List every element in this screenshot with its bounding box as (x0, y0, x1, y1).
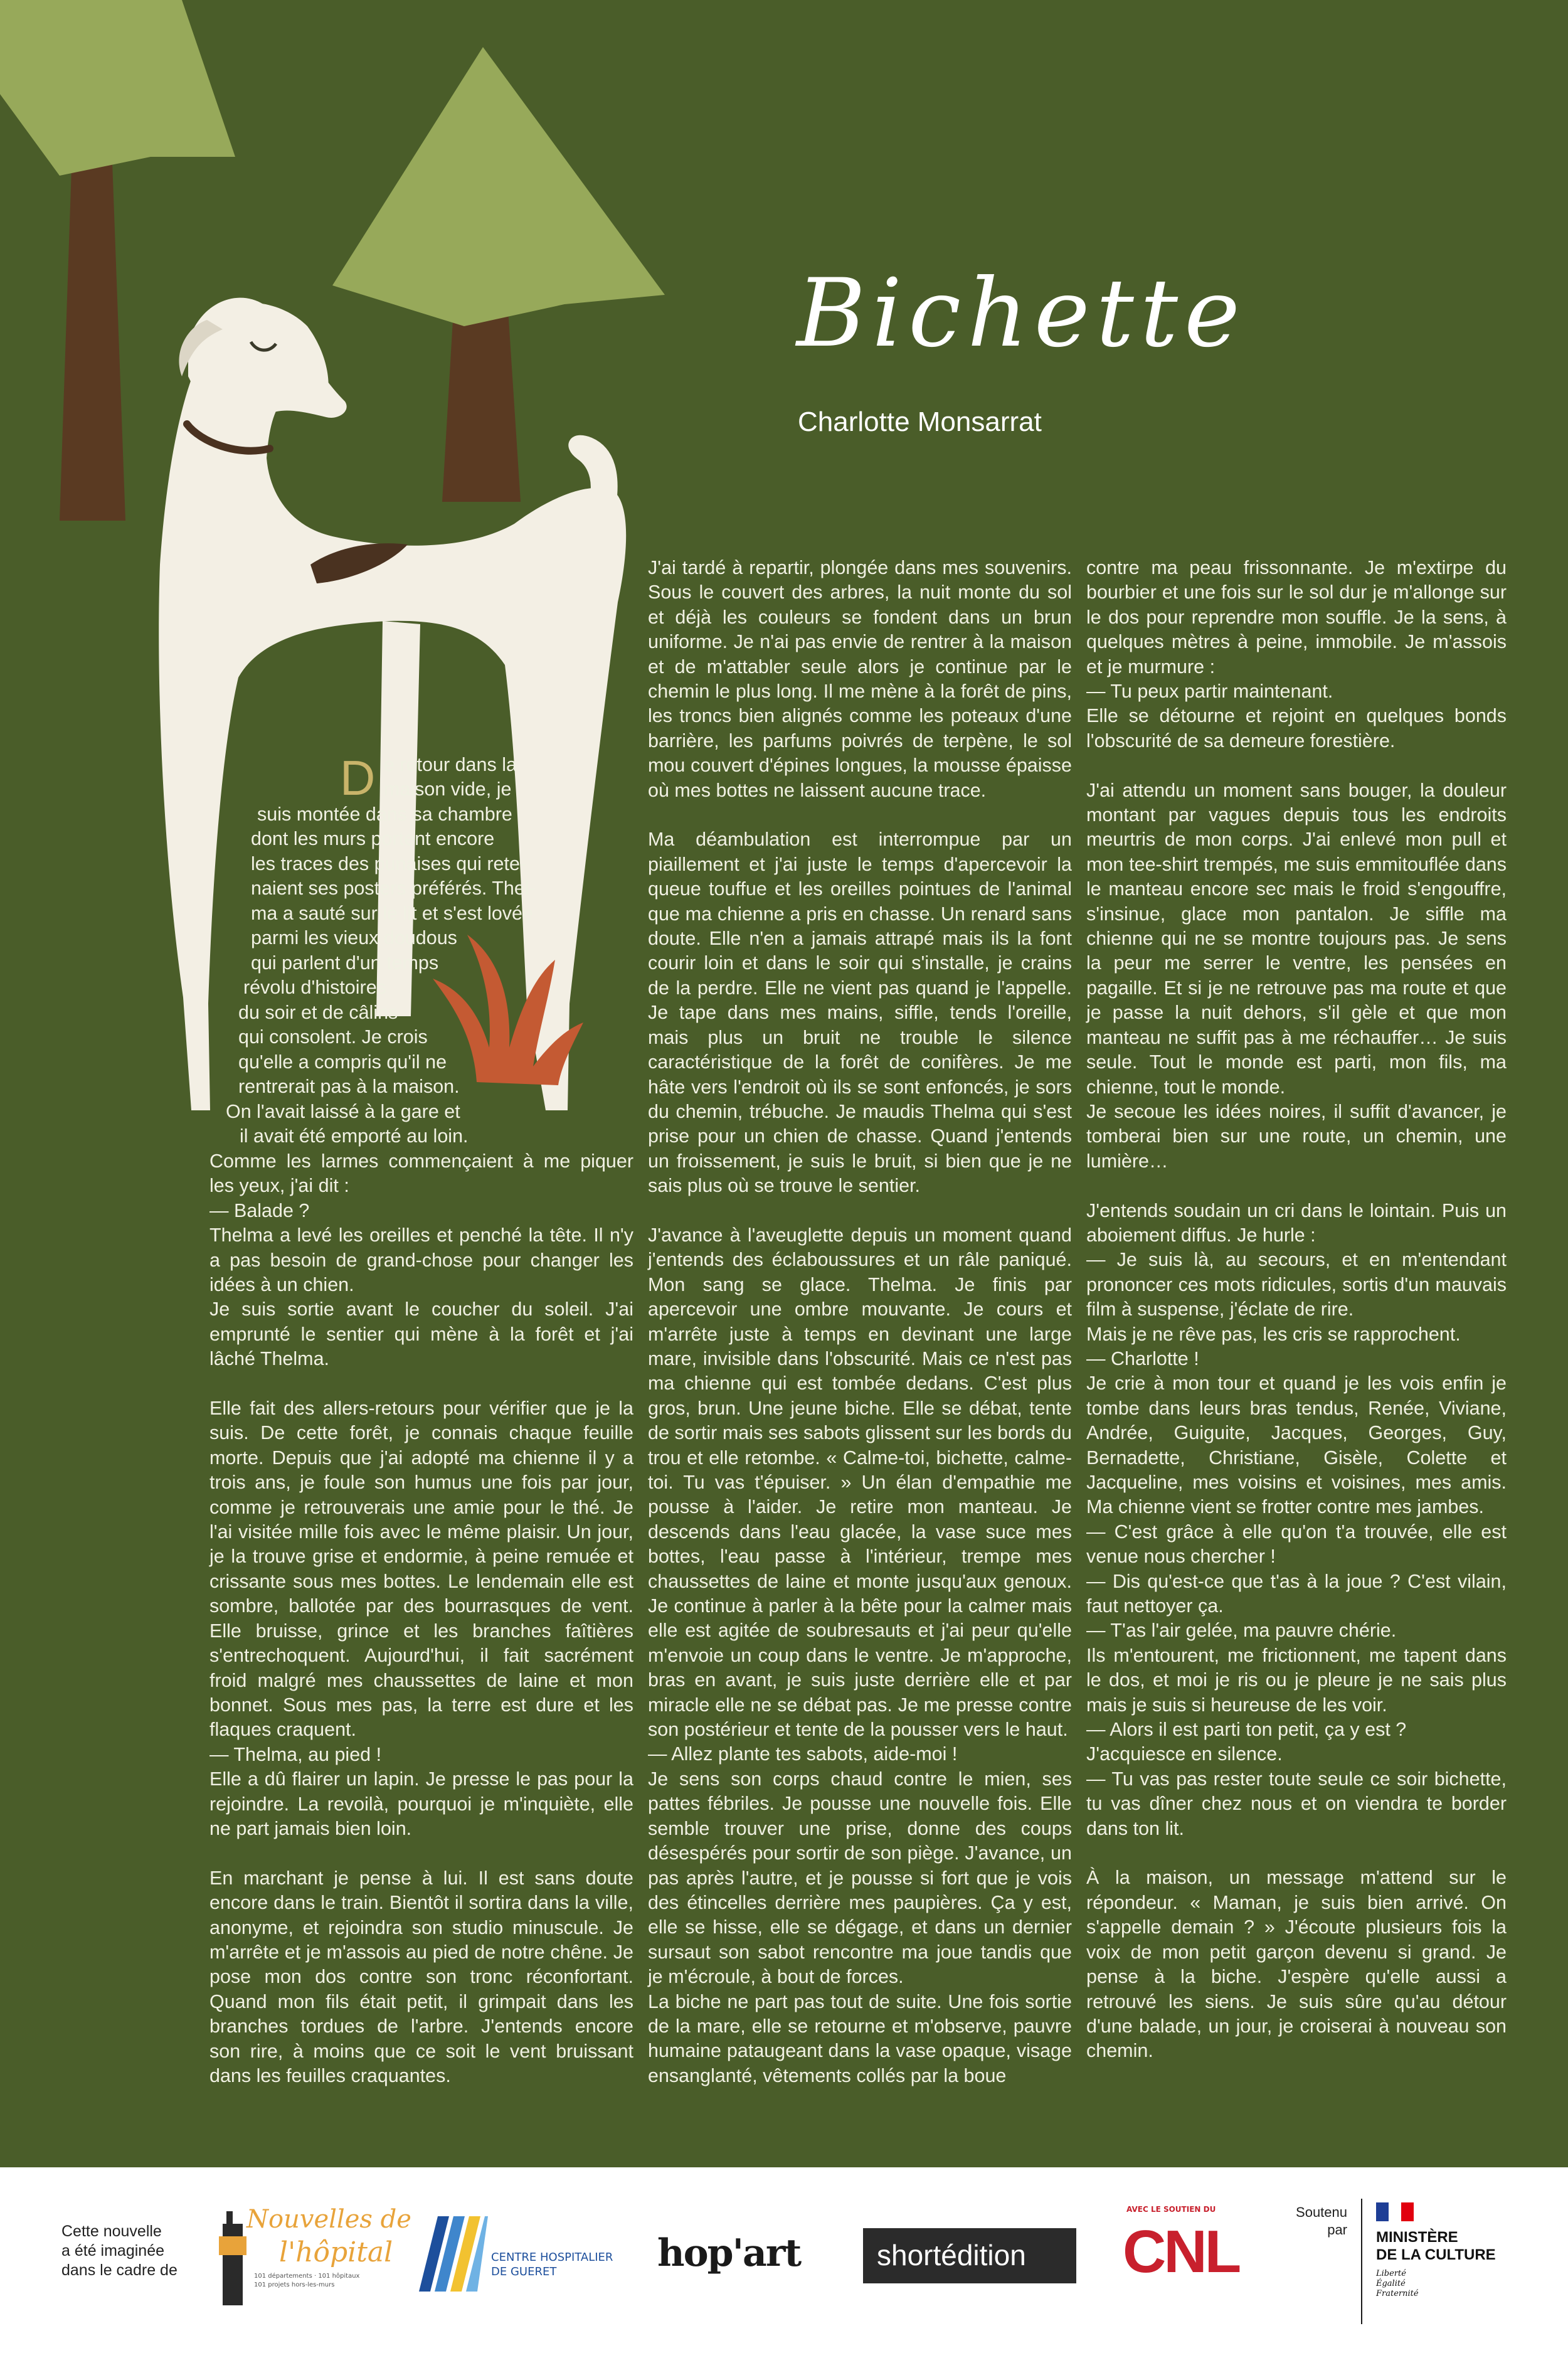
drop-cap: D (340, 750, 376, 805)
ch-line-1: CENTRE HOSPITALIER (491, 2251, 613, 2264)
ministere-line-2: DE LA CULTURE (1376, 2246, 1496, 2263)
paragraph: Mais je ne rêve pas, les cris se rapprochent. (1086, 1323, 1461, 1345)
intro-line: qu'elle a compris qu'il ne (238, 1051, 447, 1073)
intro-line: parmi les vieux doudous (251, 927, 457, 948)
paragraph: — Tu vas pas rester toute seule ce soir bichette, tu vas dîner chez nous et on viendra te border dans ton lit. (1086, 1768, 1507, 1839)
paragraph: — Alors il est parti ton petit, ça y est ? (1086, 1719, 1407, 1741)
right-tree-foliage (332, 47, 665, 326)
soutenu-line: par (1327, 2222, 1347, 2238)
ministere-line-1: MINISTÈRE (1376, 2229, 1458, 2246)
nouvelles-small-1: 101 départements · 101 hôpitaux (254, 2273, 360, 2280)
paragraph: En marchant je pense à lui. Il est sans doute encore dans le train. Bientôt il sortira dans la ville, anonyme, et rejoindra son studio minuscule. Je m'arrête et je m'assois au pied de notre chêne. Je pose mon dos contre son tronc réconfortant. Quand mon fils était petit, il grimpait dans les branches tordues de l'arbre. J'entends encore son rire, à moins que ce soit le vent bruissant dans les feuilles craquantes. (209, 1867, 633, 2086)
intro-line: maison vide, je (384, 778, 512, 800)
paragraph: — Charlotte ! (1086, 1347, 1199, 1369)
paragraph: — Tu peux partir maintenant. (1086, 681, 1333, 703)
paragraph: Je secoue les idées noires, il suffit d'avancer, je tomberai bien sur une route, un chemin, une lumière… (1086, 1100, 1507, 1172)
intro-line: suis montée dans sa chambre (257, 804, 512, 825)
paragraph: J'entends soudain un cri dans le lointain. Puis un aboiement diffus. Je hurle : (1086, 1199, 1507, 1246)
intro-line: révolu d'histoires (243, 977, 386, 998)
paragraph: Elle se détourne et rejoint en quelques bonds l'obscurité de sa demeure forestière. (1086, 705, 1507, 752)
hospital-stripes-icon (419, 2216, 488, 2292)
paragraph: — Je suis là, au secours, et en m'entendant prononcer ces mots ridicules, sortis d'un mauvais film à suspense, j'éclate de rire. (1086, 1249, 1507, 1320)
cnl-small-label: AVEC LE SOUTIEN DU (1126, 2205, 1216, 2214)
story-title: Bichette (797, 259, 1246, 368)
intro-line: On l'avait laissé à la gare et (226, 1101, 460, 1122)
paragraph: Je suis sortie avant le coucher du soleil. J'ai emprunté le sentier qui mène à la forêt et j'ai lâché Thelma. (209, 1299, 633, 1370)
ministere-culture-logo (1361, 2199, 1525, 2324)
paragraph: Je crie à mon tour et quand je les vois enfin je tombe dans leurs bras tendus, Renée, Viviane, Andrée, Guiguite, Jacques, Georges, Guy, Bernadette, Christiane, Gisèle, Colette et Jacqueline, mes voisins et voisines, mes amis. Ma chienne vient se frotter contre mes jambes. (1086, 1373, 1507, 1518)
marianne-flag-icon (1376, 2202, 1414, 2221)
shortedition-logo (863, 2228, 1076, 2283)
dog-illustration (159, 298, 626, 1110)
intro-line: du soir et de câlins (238, 1002, 398, 1023)
intro-line: qui parlent d'un temps (251, 952, 439, 974)
paragraph: — Allez plante tes sabots, aide-moi ! (648, 1743, 958, 1765)
intro-line: e retour dans la (384, 754, 517, 775)
motto-line: Égalité (1376, 2279, 1406, 2288)
motto-line: Liberté (1376, 2269, 1406, 2278)
left-tree-foliage (0, 0, 235, 176)
intro-line: les traces des punaises qui rete- (251, 853, 527, 874)
paragraph: Ils m'entourent, me frictionnent, me tapent dans le dos, et moi je ris ou je pleure je ne sais plus mais je suis si heureuse de les voir. (1086, 1644, 1507, 1716)
motto-line: Fraternité (1376, 2289, 1419, 2298)
centre-hospitalier-gueret-logo (419, 2216, 620, 2298)
paragraph: — Balade ? (209, 1199, 310, 1221)
paragraph: Je sens son corps chaud contre le mien, ses pattes fébriles. Je pousse une nouvelle fois. Elle semble trouver une prise, donne des coups désespérés pour sortir de son piège. J'avance, un pas après l'autre, et je pousse si fort que je vois des étincelles derrière mes paupières. Ça y est, elle se hisse, elle se dégage, et dans un dernier sursaut son sabot rencontre ma joue tandis que je m'écroule, à bout de forces. (648, 1768, 1072, 1988)
paragraph: — Dis qu'est-ce que t'as à la joue ? C'est vilain, faut nettoyer ça. (1086, 1570, 1507, 1617)
paragraph: Elle fait des allers-retours pour vérifier que je la suis. De cette forêt, je connais chaque feuille morte. Depuis que j'ai adopté ma chienne il y a trois ans, je foule son humus une fois par jour, comme je retrouverais une amie pour le thé. Je l'ai visitée mille fois avec le même plaisir. Un jour, je la trouve grise et endormie, à peine remuée et crissante sous mes bottes. Le lendemain elle est sombre, ballotée par des bourrasques de vent. Elle bruisse, grince et les branches faîtières s'entrechoquent. Aujourd'hui, il fait sacrément froid malgré mes chaussettes de laine et mon bonnet. Sous mes pas, la terre est dure et les flaques craquent. (209, 1398, 633, 1741)
nouvelles-line-2: l'hôpital (279, 2236, 393, 2268)
paragraph: J'ai attendu un moment sans bouger, la douleur montant par vagues depuis tous les endroits meurtris de mon corps. J'ai enlevé mon pull et mon tee-shirt trempés, me suis emmitouflée dans le manteau encore sec mais le froid s'engouffre, s'insinue, glace mon pantalon. Je siffle ma chienne qui ne se montre toujours pas. Je sens la peur me serrer le ventre, les pensées en pagaille. Et si je ne retrouve pas ma route et que je passe la nuit dehors, s'il gèle et que mon manteau ne suffit pas à me réchauffer… Je suis seule. Tout le monde est parti, mon fils, ma chienne, tout le monde. (1086, 779, 1507, 1098)
paragraph: Comme les larmes commençaient à me piquer les yeux, j'ai dit : (209, 1150, 633, 1197)
paragraph: contre ma peau frissonnante. Je m'extirpe du bourbier et une fois sur le sol dur je m'allonge sur le dos pour reprendre mon souffle. Je la sens, à quelques mètres à peine, immobile. Je m'assois et je murmure : (1086, 557, 1507, 677)
intro-line: ma a sauté sur le lit et s'est lovée (251, 903, 533, 924)
footer-intro-line: Cette nouvelle (61, 2223, 162, 2240)
nouvelles-de-l-hopital-logo (216, 2192, 411, 2318)
hopart-label: hop'art (657, 2231, 801, 2275)
shortedition-label: shortédition (877, 2239, 1026, 2271)
paragraph: Thelma a levé les oreilles et penché la tête. Il n'y a pas besoin de grand-chose pour changer les idées à un chien. (209, 1224, 633, 1296)
paragraph: Elle a dû flairer un lapin. Je presse le pas pour la rejoindre. La revoilà, pourquoi je m'inquiète, elle ne part jamais bien loin. (209, 1768, 633, 1839)
intro-line: qui consolent. Je crois (238, 1026, 428, 1048)
footer-intro (61, 2222, 177, 2280)
text-column-1 (209, 1149, 633, 2088)
paragraph: J'acquiesce en silence. (1086, 1743, 1283, 1765)
paragraph: — C'est grâce à elle qu'on t'a trouvée, elle est venue nous chercher ! (1086, 1521, 1507, 1568)
author-name: Charlotte Monsarrat (798, 406, 1042, 437)
paragraph: — T'as l'air gelée, ma pauvre chérie. (1086, 1620, 1397, 1642)
paragraph: La biche ne part pas tout de suite. Une fois sortie de la mare, elle se retourne et m'observe, pauvre humaine pataugeant dans la vase opaque, visage ensanglanté, vêtements collés par la boue (648, 1990, 1072, 2086)
footer-partners (0, 2167, 1568, 2353)
hopart-logo (657, 2231, 808, 2281)
paragraph: — Thelma, au pied ! (209, 1743, 382, 1765)
intro-line: naient ses posters préférés. Thel- (251, 878, 536, 899)
paragraph: J'ai tardé à repartir, plongée dans mes souvenirs. Sous le couvert des arbres, la nuit monte du sol et déjà les couleurs se fondent dans un brun uniforme. Je n'ai pas envie de rentrer à la maison et de m'attabler seule alors je continue par le chemin le plus long. Il me mène à la forêt de pins, les troncs bien alignés comme les poteaux d'une barrière, les parfums poivrés de terpène, le sol mou couvert d'épines longues, la mousse épaisse où mes bottes ne laissent aucune trace. (648, 557, 1072, 801)
cnl-logo (1123, 2205, 1248, 2293)
cnl-label: CNL (1123, 2218, 1239, 2285)
soutenu-line: Soutenu (1296, 2204, 1347, 2220)
nouvelles-small-2: 101 projets hors-les-murs (254, 2281, 335, 2288)
intro-line: rentrerait pas à la maison. (238, 1076, 460, 1097)
intro-line: il avait été emporté au loin. (240, 1125, 469, 1147)
text-column-2 (648, 556, 1072, 2088)
text-column-3 (1086, 556, 1507, 2064)
intro-line: dont les murs portent encore (251, 828, 495, 849)
paragraph: À la maison, un message m'attend sur le répondeur. « Maman, je suis bien arrivé. On s'appelle demain ? » J'écoute plusieurs fois la voix de mon petit garçon devenu si grand. Je pense à la biche. J'espère qu'elle aussi a retrouvé les siens. Je suis sûre qu'au détour d'une balade, un jour, je croiserai à nouveau son chemin. (1086, 1867, 1507, 2062)
paragraph: J'avance à l'aveuglette depuis un moment quand j'entends des éclaboussures et un râle paniqué. Mon sang se glace. Thelma. Je finis par apercevoir une ombre mouvante. Je cours et m'arrête juste à temps en devinant une large mare, invisible dans l'obscurité. Mais ce n'est pas ma chienne qui est tombée dedans. C'est plus gros, brun. Une jeune biche. Elle se débat, tente de sortir mais ses sabots glissent sur les bords du trou et elle retombe. « Calme-toi, bichette, calme-toi. Tu vas t'épuiser. » Un élan d'empathie me pousse à l'aider. Je retire mon manteau. Je descends dans l'eau glacée, la vase suce mes bottes, l'eau passe à l'intérieur, trempe mes chaussettes de laine et monte jusqu'aux genoux. Je continue à parler à la bête pour la calmer mais elle est agitée de soubresauts et j'ai peur qu'elle m'envoie un coup dans le ventre. Je m'approche, bras en avant, je suis juste derrière elle et par miracle elle ne se débat pas. Je me presse contre son postérieur et tente de la pousser vers le haut. (648, 1224, 1072, 1741)
paragraph: Ma déambulation est interrompue par un piaillement et j'ai juste le temps d'apercevoir la queue touffue et les oreilles pointues de l'animal que ma chienne a pris en chasse. Un renard sans doute. Elle n'en a jamais attrapé mais ils la font courir loin et dans le soir qui s'installe, je crains de la perdre. Elle ne vient pas quand je l'appelle. Je tape dans mes mains, siffle, tends l'oreille, mais plus un bruit ne trouble le silence caractéristique de la forêt de conifères. Je me hâte vers l'endroit où ils se sont enfoncés, je sors du chemin, trébuche. Je maudis Thelma qui s'est prise pour un chien de chasse. Quand j'entends un froissement, je suis le bruit, si bien que je ne sais plus où se trouve le sentier. (648, 829, 1072, 1197)
soutenu-par (1287, 2204, 1347, 2239)
footer-intro-line: dans le cadre de (61, 2261, 177, 2279)
footer-intro-line: a été imaginée (61, 2242, 165, 2260)
ch-line-2: DE GUERET (491, 2265, 557, 2278)
nouvelles-line-1: Nouvelles de (246, 2205, 411, 2234)
